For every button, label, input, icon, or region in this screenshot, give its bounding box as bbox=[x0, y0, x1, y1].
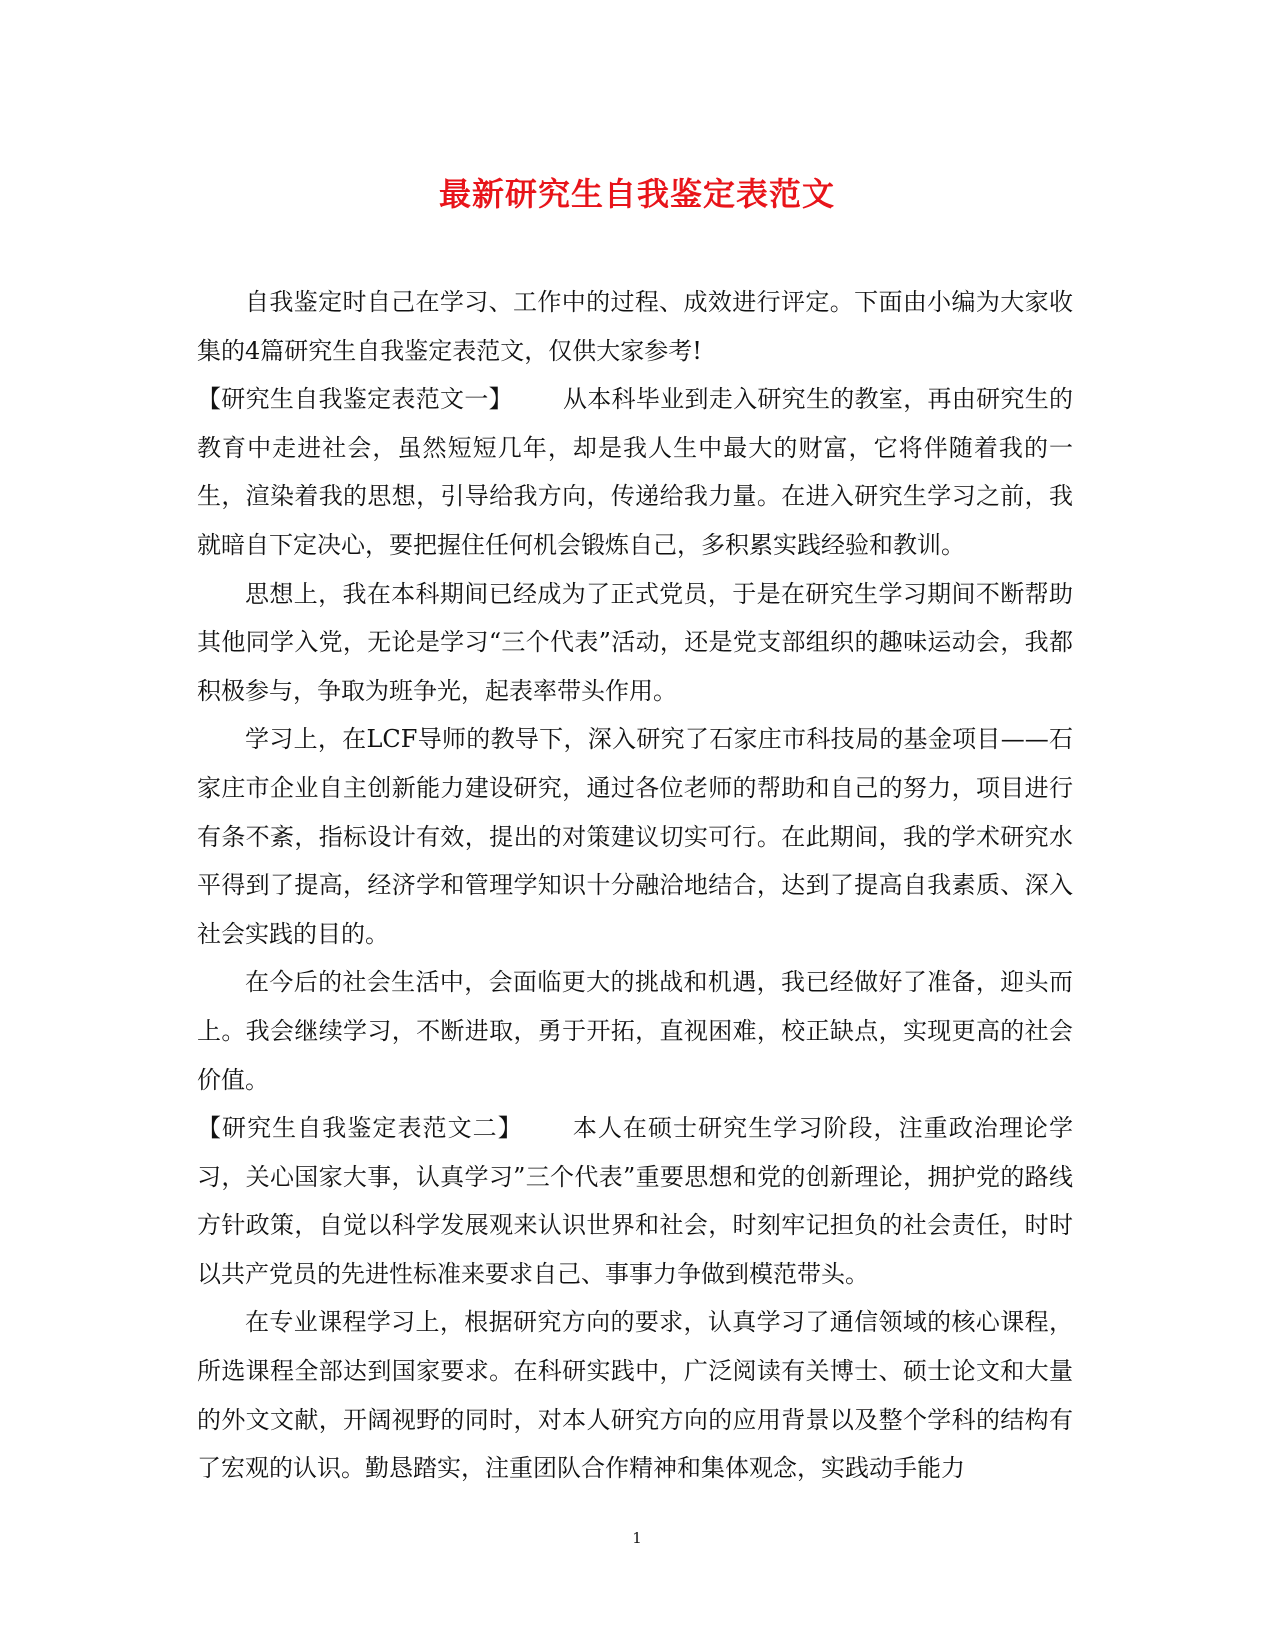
document-body bbox=[197, 278, 1073, 1493]
section-1-paragraph: 学习上，在LCF导师的教导下，深入研究了石家庄市科技局的基金项目——石家庄市企业自主创新能力建设研究，通过各位老师的帮助和自己的努力，项目进行有条不紊，指标设计有效，提出的对策建议切实可行。在此期间，我的学术研究水平得到了提高，经济学和管理学知识十分融洽地结合，达到了提高自我素质、深入社会实践的目的。 bbox=[197, 725, 1073, 948]
page-number: 1 bbox=[632, 1529, 642, 1547]
section-2-paragraph: 在专业课程学习上，根据研究方向的要求，认真学习了通信领域的核心课程，所选课程全部达到国家要求。在科研实践中，广泛阅读有关博士、硕士论文和大量的外文文献，开阔视野的同时，对本人研究方向的应用背景以及整个学科的结构有了宏观的认识。勤恳踏实，注重团队合作精神和集体观念，实践动手能力 bbox=[197, 1308, 1073, 1483]
section-1-lead-text: 从本科毕业到走入研究生的教室，再由研究生的教育中走进社会，虽然短短几年，却是我人生中最大的财富，它将伴随着我的一生，渲染着我的思想，引导给我方向，传递给我力量。在进入研究生学习之前，我就暗自下定决心，要把握住任何机会锻炼自己，多积累实践经验和教训。 bbox=[197, 385, 1074, 559]
section-2-heading: 【研究生自我鉴定表范文二】 bbox=[197, 1114, 523, 1143]
section-2-lead-paragraph bbox=[197, 1104, 1073, 1298]
section-1-paragraph: 思想上，我在本科期间已经成为了正式党员，于是在研究生学习期间不断帮助其他同学入党，无论是学习“三个代表”活动，还是党支部组织的趣味运动会，我都积极参与，争取为班争光，起表率带头作用。 bbox=[197, 579, 1073, 705]
section-1-heading: 【研究生自我鉴定表范文一】 bbox=[197, 385, 513, 414]
section-1-paragraph: 在今后的社会生活中，会面临更大的挑战和机遇，我已经做好了准备，迎头而上。我会继续学习，不断进取，勇于开拓，直视困难，校正缺点，实现更高的社会价值。 bbox=[197, 968, 1073, 1094]
intro-paragraph: 自我鉴定时自己在学习、工作中的过程、成效进行评定。下面由小编为大家收集的4篇研究生自我鉴定表范文，仅供大家参考! bbox=[197, 288, 1073, 365]
section-2-lead-text: 本人在硕士研究生学习阶段，注重政治理论学习，关心国家大事，认真学习”三个代表”重要思想和党的创新理论，拥护党的路线方针政策，自觉以科学发展观来认识世界和社会，时刻牢记担负的社会责任，时时以共产党员的先进性标准来要求自己、事事力争做到模范带头。 bbox=[197, 1114, 1073, 1288]
document-title: 最新研究生自我鉴定表范文 bbox=[438, 175, 835, 213]
section-1-lead-paragraph bbox=[197, 375, 1073, 569]
